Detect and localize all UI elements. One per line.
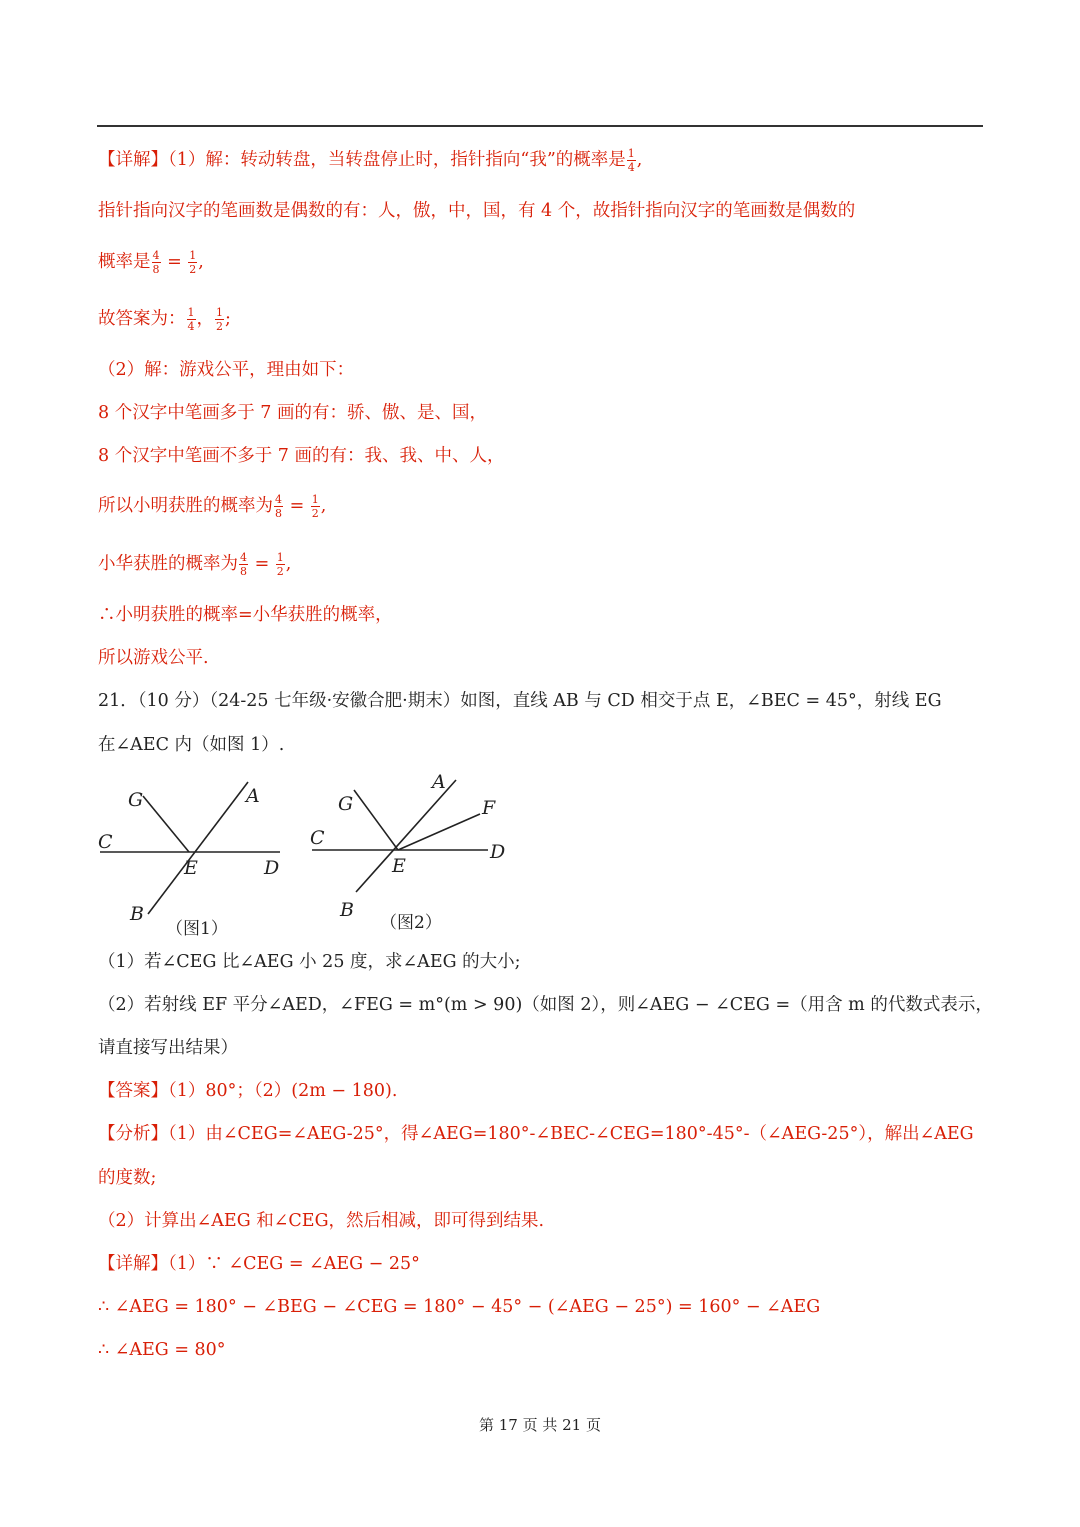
detail2-line1: 【详解】（1）∵ ∠CEG = ∠AEG − 25° [98, 1254, 420, 1274]
detail1-line7: 8 个汉字中笔画不多于 7 画的有：我、我、中、人， [98, 446, 505, 466]
fraction: $\frac{1}{2}$ [276, 551, 284, 578]
detail1-text: （1）解：转动转盘，当转盘停止时，指针指向“我”的概率是 [168, 150, 626, 170]
label-d-fig2: D [490, 841, 506, 863]
q21-line1: 21．（10 分）（24-25 七年级·安徽合肥·期末）如图，直线 AB 与 CD 相交于点 E，∠BEC = 45°，射线 EG [98, 691, 942, 711]
caption-fig2: （图2） [380, 913, 442, 933]
detail1-line5: （2）解：游戏公平，理由如下： [98, 360, 355, 380]
header-rule [97, 125, 983, 127]
label-c-fig1: C [98, 831, 113, 853]
label-b-fig2: B [340, 899, 354, 921]
fraction: $\frac{1}{4}$ [187, 306, 195, 333]
label-c-fig2: C [310, 827, 325, 849]
detail1-line11: 所以游戏公平. [98, 648, 209, 668]
answer-line [98, 1081, 397, 1102]
label-e-fig1: E [184, 857, 198, 879]
answer-text: （1）80°；（2）(2m − 180). [168, 1081, 398, 1101]
line-ab-fig2 [356, 780, 456, 892]
fraction: $\frac{4}{8}$ [152, 249, 160, 276]
analysis-line1: 【分析】（1）由∠CEG=∠AEG-25°，得∠AEG=180°-∠BEC-∠CEG=180°-45°-（∠AEG-25°），解出∠AEG [98, 1124, 974, 1144]
q21-part2b: 请直接写出结果） [98, 1038, 238, 1058]
label-g-fig2: G [338, 793, 354, 815]
fraction: $\frac{1}{2}$ [216, 306, 223, 333]
detail1-line2: 指针指向汉字的笔画数是偶数的有：人，傲，中，国，有 4 个，故指针指向汉字的笔画数是偶数的 [98, 201, 856, 221]
q21-line2: 在∠AEC 内（如图 1）. [98, 735, 285, 755]
detail-tag: 【详解】 [98, 150, 168, 170]
fraction: $\frac{1}{4}$ [627, 147, 635, 174]
page-footer: 第 17 页 共 21 页 [478, 1416, 601, 1434]
fraction: $\frac{4}{8}$ [240, 551, 247, 578]
label-b-fig1: B [130, 903, 144, 925]
q21-part1: （1）若∠CEG 比∠AEG 小 25 度，求∠AEG 的大小; [98, 952, 521, 972]
analysis-tag: 【分析】 [98, 1124, 168, 1144]
geometry-figures [96, 768, 526, 948]
label-f-fig2: F [482, 797, 496, 819]
detail1-line10: ∴小明获胜的概率=小华获胜的概率， [98, 605, 393, 625]
caption-fig1: （图1） [166, 919, 228, 939]
detail-tag: 【详解】 [98, 1254, 168, 1274]
label-a-fig2: A [432, 771, 446, 793]
detail1-line3: 概率是 $\frac{4}{8}$ = $\frac{1}{2}$ , [98, 249, 204, 276]
fraction: $\frac{4}{8}$ [275, 493, 282, 520]
label-a-fig1: A [246, 785, 260, 807]
label-d-fig1: D [264, 857, 280, 879]
answer-tag: 【答案】 [98, 1081, 168, 1101]
ray-eg-fig1 [143, 796, 189, 852]
detail2-line3: ∴ ∠AEG = 80° [98, 1340, 226, 1360]
detail1-line6: 8 个汉字中笔画多于 7 画的有：骄、傲、是、国， [98, 403, 487, 423]
analysis-line3: （2）计算出∠AEG 和∠CEG，然后相减，即可得到结果. [98, 1211, 545, 1231]
label-e-fig2: E [392, 855, 406, 877]
detail1-line9: 小华获胜的概率为 $\frac{4}{8}$ = $\frac{1}{2}$ , [98, 551, 292, 578]
detail1-line8: 所以小明获胜的概率为 $\frac{4}{8}$ = $\frac{1}{2}$ , [98, 493, 327, 520]
detail2-line2: ∴ ∠AEG = 180° − ∠BEG − ∠CEG = 180° − 45° − (∠AEG − 25°) = 160° − ∠AEG [98, 1297, 821, 1317]
analysis-line2: 的度数; [98, 1168, 157, 1188]
detail1-line1: 【详解】（1）解：转动转盘，当转盘停止时，指针指向“我”的概率是 $\frac{1}{4}$ , [98, 147, 643, 174]
fraction: $\frac{1}{2}$ [311, 493, 319, 520]
label-g-fig1: G [128, 789, 144, 811]
ray-eg-fig2 [354, 790, 398, 850]
fraction: $\frac{1}{2}$ [189, 249, 197, 276]
q21-part2a: （2）若射线 EF 平分∠AED，∠FEG = m°(m > 90)（如图 2），则∠AEG − ∠CEG =（用含 m 的代数式表示， [98, 995, 993, 1015]
detail1-line4: 故答案为： $\frac{1}{4}$ ， $\frac{1}{2}$ ; [98, 306, 231, 333]
line-ab-fig1 [148, 782, 248, 914]
